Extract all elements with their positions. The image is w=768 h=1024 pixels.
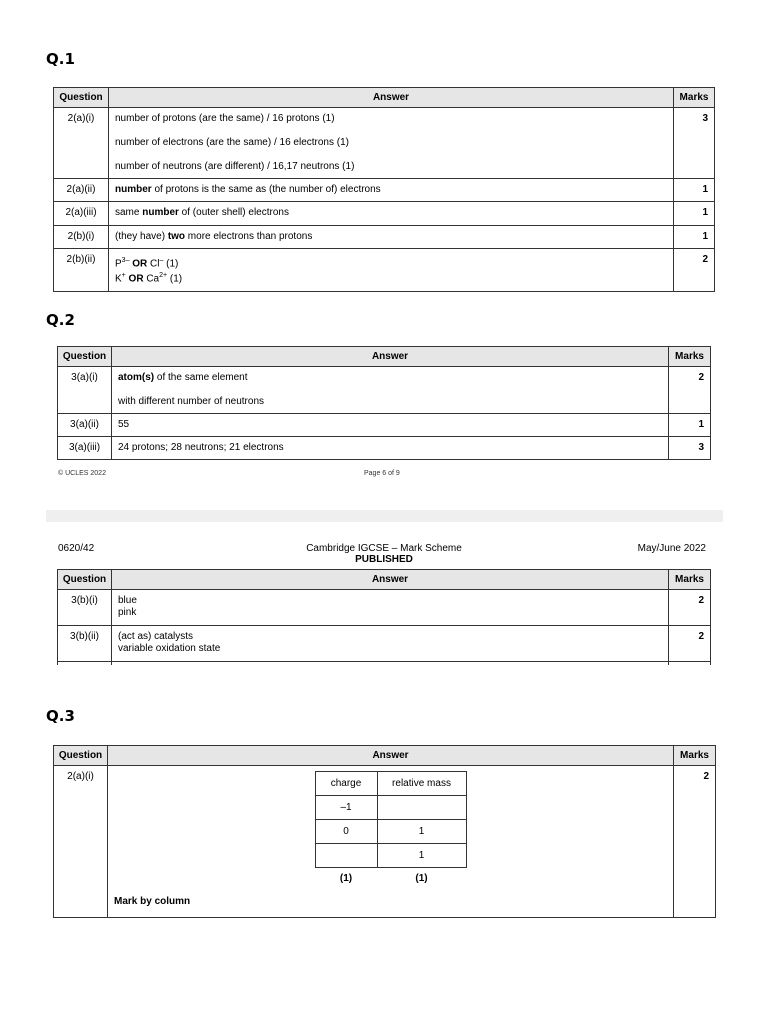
footer-page-number: Page 6 of 9 [364, 470, 400, 477]
question-header: Question [54, 746, 108, 766]
bold-keyword: atom(s) [118, 372, 155, 383]
table-row [54, 226, 715, 249]
answer-line: pink [118, 607, 137, 618]
bold-keyword: number [142, 207, 179, 218]
answer-line: number of electrons (are the same) / 16 electrons (1) [115, 137, 349, 148]
ion-charge: + [121, 272, 126, 280]
marks-value: 2 [669, 590, 711, 626]
ion-symbol: P [115, 258, 122, 270]
marks-value: 1 [674, 179, 715, 202]
table-row [58, 626, 711, 662]
answer-header: Answer [112, 570, 669, 590]
marks-value: 1 [674, 226, 715, 249]
question-1-heading: Q.1 [46, 50, 75, 68]
question-number: 2(a)(iii) [54, 202, 109, 226]
table-row [58, 414, 711, 437]
paper-code: 0620/42 [58, 543, 95, 554]
q1-mark-scheme-table [53, 87, 715, 292]
answer-header: Answer [109, 88, 674, 108]
mark-annotation: (1) [163, 258, 179, 270]
question-header: Question [54, 88, 109, 108]
answer-text: of (outer shell) electrons [178, 207, 289, 218]
answer-cell [109, 226, 674, 249]
question-number: 3(a)(i) [58, 367, 112, 414]
relative-mass-value: 1 [377, 820, 466, 844]
answer-header: Answer [108, 746, 674, 766]
or-keyword: OR [125, 273, 147, 285]
charge-mass-table [315, 771, 467, 890]
marks-value: 1 [674, 202, 715, 226]
inner-row [315, 796, 466, 820]
column-mark: (1) [339, 873, 353, 885]
table-row [54, 249, 715, 292]
answer-header: Answer [112, 347, 669, 367]
table-row [54, 766, 716, 918]
marks-header: Marks [674, 88, 715, 108]
ion-symbol: Ca [146, 273, 160, 285]
bold-keyword: number [115, 184, 152, 195]
table-header-row [58, 347, 711, 367]
exam-session: May/June 2022 [637, 543, 706, 554]
question-number: 3(b)(ii) [58, 626, 112, 662]
charge-value [315, 844, 377, 868]
question-number: 3(a)(iii) [58, 437, 112, 460]
question-number: 2(b)(i) [54, 226, 109, 249]
question-number: 2(a)(i) [54, 108, 109, 179]
answer-text: of the same element [154, 372, 248, 383]
ion-charge: – [159, 257, 164, 264]
answer-cell [109, 179, 674, 202]
question-number: 2(b)(ii) [54, 249, 109, 292]
answer-text: (they have) [115, 231, 168, 242]
charge-header: charge [315, 772, 377, 796]
inner-marks-row [315, 868, 466, 890]
answer-text: more electrons than protons [185, 231, 313, 242]
table-row [58, 437, 711, 460]
inner-row [315, 844, 466, 868]
charge-value: –1 [315, 796, 377, 820]
answer-cell [109, 202, 674, 226]
q3-mark-scheme-table [53, 745, 716, 918]
table-header-row [58, 570, 711, 590]
marks-value: 3 [669, 437, 711, 460]
table-header-row [54, 88, 715, 108]
question-number: 3(b)(i) [58, 590, 112, 626]
table-row [54, 108, 715, 179]
table-row [58, 590, 711, 626]
marks-value: 2 [669, 626, 711, 662]
or-keyword: OR [129, 258, 151, 270]
page-divider [46, 510, 723, 522]
question-header: Question [58, 570, 112, 590]
published-label: PUBLISHED [355, 554, 413, 565]
answer-line [118, 372, 662, 384]
q2-mark-scheme-table [57, 346, 711, 460]
answer-line [115, 270, 667, 285]
answer-line: number of protons (are the same) / 16 protons (1) [115, 113, 335, 124]
ion-charge: 3– [121, 257, 130, 264]
answer-cell: 24 protons; 28 neutrons; 21 electrons [112, 437, 669, 460]
question-number: 3(a)(ii) [58, 414, 112, 437]
mark-by-column-note: Mark by column [114, 895, 191, 907]
answer-line: number of neutrons (are different) / 16,17 neutrons (1) [115, 161, 355, 172]
marks-value: 1 [669, 414, 711, 437]
answer-text: of protons is the same as (the number of) electrons [151, 184, 381, 195]
answer-cell [108, 766, 674, 918]
answer-line: with different number of neutrons [118, 396, 265, 407]
marks-value: 2 [674, 249, 715, 292]
marks-value: 3 [674, 108, 715, 179]
table-row [54, 179, 715, 202]
page2-mark-scheme-table [57, 569, 711, 665]
inner-header-row [315, 772, 466, 796]
answer-line [115, 255, 667, 270]
charge-value: 0 [315, 820, 377, 844]
answer-cell [109, 249, 674, 292]
marks-value: 2 [669, 367, 711, 414]
bold-keyword: two [167, 231, 186, 242]
answer-text: same [115, 207, 143, 218]
question-2-heading: Q.2 [46, 311, 75, 329]
marks-value: 2 [674, 766, 716, 918]
question-3-heading: Q.3 [46, 707, 75, 725]
ion-symbol: Cl [150, 258, 160, 270]
relative-mass-value: 1 [377, 844, 466, 868]
ion-symbol: K [115, 273, 122, 285]
table-row-cut-off [58, 662, 711, 665]
footer-copyright: © UCLES 2022 [58, 470, 106, 477]
question-header: Question [58, 347, 112, 367]
answer-line: (act as) catalysts [118, 631, 194, 642]
marks-header: Marks [674, 746, 716, 766]
mark-annotation: (1) [167, 273, 183, 285]
answer-cell: 55 [112, 414, 669, 437]
table-row [54, 202, 715, 226]
column-mark: (1) [415, 873, 428, 885]
question-number: 2(a)(i) [54, 766, 108, 918]
table-header-row [54, 746, 716, 766]
mark-scheme-title: Cambridge IGCSE – Mark Scheme [306, 543, 462, 554]
table-row [58, 367, 711, 414]
relative-mass-header: relative mass [377, 772, 466, 796]
marks-header: Marks [669, 347, 711, 367]
question-number: 2(a)(ii) [54, 179, 109, 202]
answer-cell [109, 108, 674, 179]
answer-line: blue [118, 595, 137, 606]
answer-cell [112, 626, 669, 662]
ion-charge: 2+ [159, 272, 168, 280]
marks-header: Marks [669, 570, 711, 590]
relative-mass-value [377, 796, 466, 820]
answer-cell [112, 367, 669, 414]
answer-cell [112, 590, 669, 626]
inner-row [315, 820, 466, 844]
answer-line: variable oxidation state [118, 643, 221, 654]
